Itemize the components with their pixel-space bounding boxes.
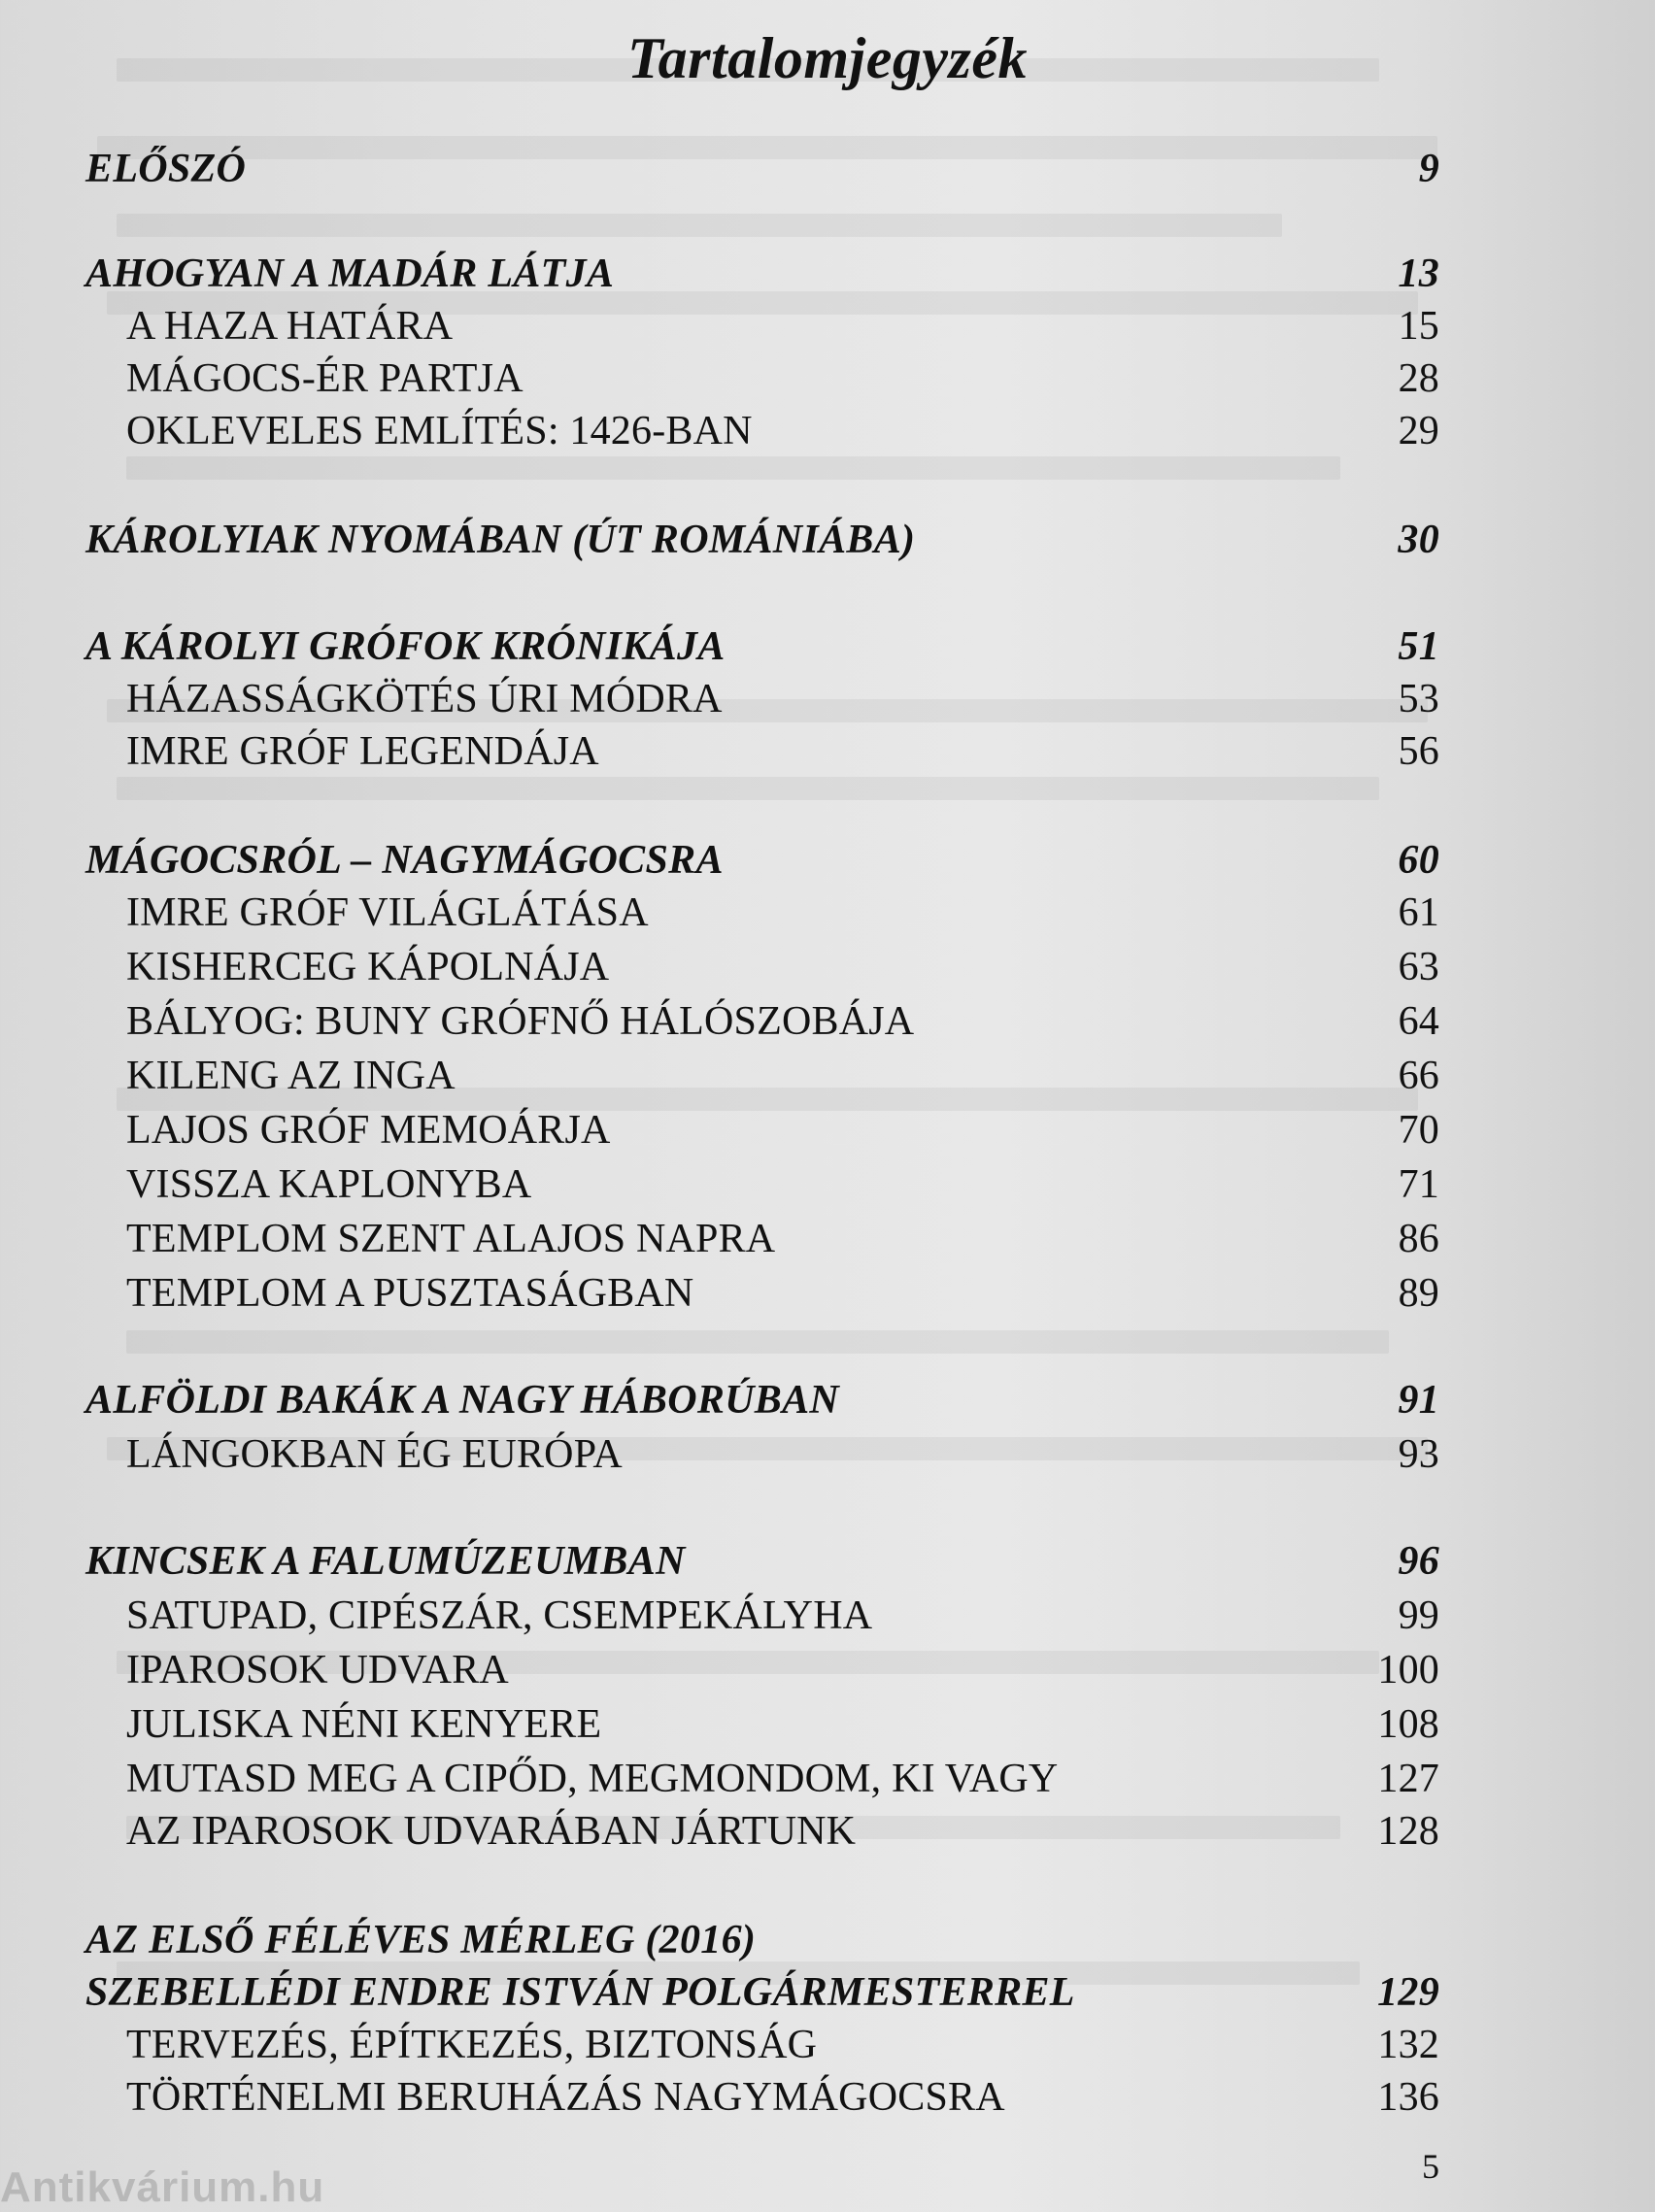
toc-page-number: 93 (1398, 1432, 1439, 1477)
toc-entry-title: ALFÖLDI BAKÁK A NAGY HÁBORÚBAN (85, 1378, 840, 1423)
toc-page-number: 60 (1398, 838, 1439, 883)
toc-sub-row (85, 676, 1439, 726)
toc-page-number: 127 (1377, 1757, 1439, 1801)
toc-page-number: 61 (1398, 890, 1439, 935)
toc-sub-row (85, 1270, 1439, 1321)
toc-sub-row (85, 728, 1439, 779)
toc-entry-title: AHOGYAN A MADÁR LÁTJA (85, 251, 615, 296)
toc-page-number: 13 (1398, 251, 1439, 296)
toc-sub-row (85, 1808, 1439, 1859)
toc-sub-row (85, 1216, 1439, 1266)
toc-entry-title: IPAROSOK UDVARA (126, 1648, 509, 1693)
toc-page-number: 129 (1377, 1970, 1439, 2015)
watermark: Antikvárium.hu (0, 2163, 325, 2211)
toc-chapter-row (85, 146, 1439, 196)
toc-page-number: 30 (1398, 518, 1439, 562)
toc-entry-title: IMRE GRÓF VILÁGLÁTÁSA (126, 890, 649, 935)
toc-page-number: 70 (1398, 1108, 1439, 1153)
toc-sub-row (85, 355, 1439, 406)
page-title: Tartalomjegyzék (627, 26, 1028, 90)
toc-sub-row (85, 1161, 1439, 1212)
toc-sub-row (85, 1053, 1439, 1103)
toc-chapter-row (85, 623, 1439, 674)
toc-page-number: 86 (1398, 1217, 1439, 1261)
toc-chapter-row (85, 1969, 1439, 2020)
toc-entry-title: TERVEZÉS, ÉPÍTKEZÉS, BIZTONSÁG (126, 2023, 818, 2067)
toc-entry-title: TEMPLOM A PUSZTASÁGBAN (126, 1271, 694, 1316)
toc-sub-row (85, 1647, 1439, 1697)
toc-sub-row (85, 998, 1439, 1049)
toc-sub-row (85, 1107, 1439, 1157)
toc-sub-row (85, 1431, 1439, 1482)
toc-entry-title: A KÁROLYI GRÓFOK KRÓNIKÁJA (85, 624, 726, 669)
toc-page-number: 100 (1377, 1648, 1439, 1693)
toc-page-number: 51 (1398, 624, 1439, 669)
toc-entry-title: KÁROLYIAK NYOMÁBAN (ÚT ROMÁNIÁBA) (85, 518, 916, 562)
toc-chapter-row (85, 1917, 1439, 1967)
toc-page-number: 91 (1398, 1378, 1439, 1423)
toc-page-number: 136 (1377, 2075, 1439, 2120)
toc-page-number: 9 (1418, 147, 1439, 191)
toc-entry-title: A HAZA HATÁRA (126, 304, 454, 349)
page-number: 5 (1422, 2147, 1439, 2186)
toc-sub-row (85, 408, 1439, 458)
toc-page-number: 132 (1377, 2023, 1439, 2067)
toc-entry-title: KINCSEK A FALUMÚZEUMBAN (85, 1539, 686, 1584)
toc-page-number: 29 (1398, 409, 1439, 453)
toc-entry-title: MUTASD MEG A CIPŐD, MEGMONDOM, KI VAGY (126, 1757, 1059, 1801)
toc-page-number: 66 (1398, 1054, 1439, 1098)
toc-entry-title: MÁGOCS-ÉR PARTJA (126, 356, 524, 401)
toc-page-number: 53 (1398, 677, 1439, 721)
toc-entry-title: JULISKA NÉNI KENYERE (126, 1702, 602, 1747)
toc-entry-title: LAJOS GRÓF MEMOÁRJA (126, 1108, 611, 1153)
toc-page-number: 128 (1377, 1809, 1439, 1854)
toc-chapter-row (85, 251, 1439, 301)
toc-chapter-row (85, 837, 1439, 888)
toc-entry-title: OKLEVELES EMLÍTÉS: 1426-BAN (126, 409, 753, 453)
toc-entry-title: TEMPLOM SZENT ALAJOS NAPRA (126, 1217, 776, 1261)
toc-page-number: 89 (1398, 1271, 1439, 1316)
toc-sub-row (85, 1701, 1439, 1752)
toc-entry-title: IMRE GRÓF LEGENDÁJA (126, 729, 599, 774)
toc-page-number: 56 (1398, 729, 1439, 774)
toc-entry-title: SATUPAD, CIPÉSZÁR, CSEMPEKÁLYHA (126, 1593, 873, 1638)
toc-page-number: 71 (1398, 1162, 1439, 1207)
toc-sub-row (85, 1592, 1439, 1643)
toc-sub-row (85, 1756, 1439, 1806)
toc-chapter-row (85, 1377, 1439, 1427)
toc-page-number: 63 (1398, 945, 1439, 989)
toc-sub-row (85, 889, 1439, 940)
toc-page-number: 64 (1398, 999, 1439, 1044)
toc-page-number: 108 (1377, 1702, 1439, 1747)
toc-entry-title: HÁZASSÁGKÖTÉS ÚRI MÓDRA (126, 677, 723, 721)
toc-page-number: 96 (1398, 1539, 1439, 1584)
toc-entry-title: SZEBELLÉDI ENDRE ISTVÁN POLGÁRMESTERREL (85, 1970, 1075, 2015)
toc-sub-row (85, 303, 1439, 353)
toc-sub-row (85, 2022, 1439, 2072)
toc-page-number: 15 (1398, 304, 1439, 349)
toc-entry-title: KISHERCEG KÁPOLNÁJA (126, 945, 610, 989)
toc-entry-title: VISSZA KAPLONYBA (126, 1162, 532, 1207)
toc-entry-title: TÖRTÉNELMI BERUHÁZÁS NAGYMÁGOCSRA (126, 2075, 1005, 2120)
toc-page-number: 28 (1398, 356, 1439, 401)
toc-entry-title: AZ IPAROSOK UDVARÁBAN JÁRTUNK (126, 1809, 857, 1854)
toc-entry-title: ELŐSZÓ (85, 147, 247, 191)
toc-sub-row (85, 944, 1439, 994)
toc-entry-title: AZ ELSŐ FÉLÉVES MÉRLEG (2016) (85, 1918, 757, 1962)
toc-entry-title: MÁGOCSRÓL – NAGYMÁGOCSRA (85, 838, 724, 883)
toc-entry-title: LÁNGOKBAN ÉG EURÓPA (126, 1432, 623, 1477)
toc-page-number: 99 (1398, 1593, 1439, 1638)
toc-sub-row (85, 2074, 1439, 2125)
toc-entry-title: KILENG AZ INGA (126, 1054, 456, 1098)
toc-entry-title: BÁLYOG: BUNY GRÓFNŐ HÁLÓSZOBÁJA (126, 999, 915, 1044)
toc-chapter-row (85, 517, 1439, 567)
toc-chapter-row (85, 1538, 1439, 1589)
